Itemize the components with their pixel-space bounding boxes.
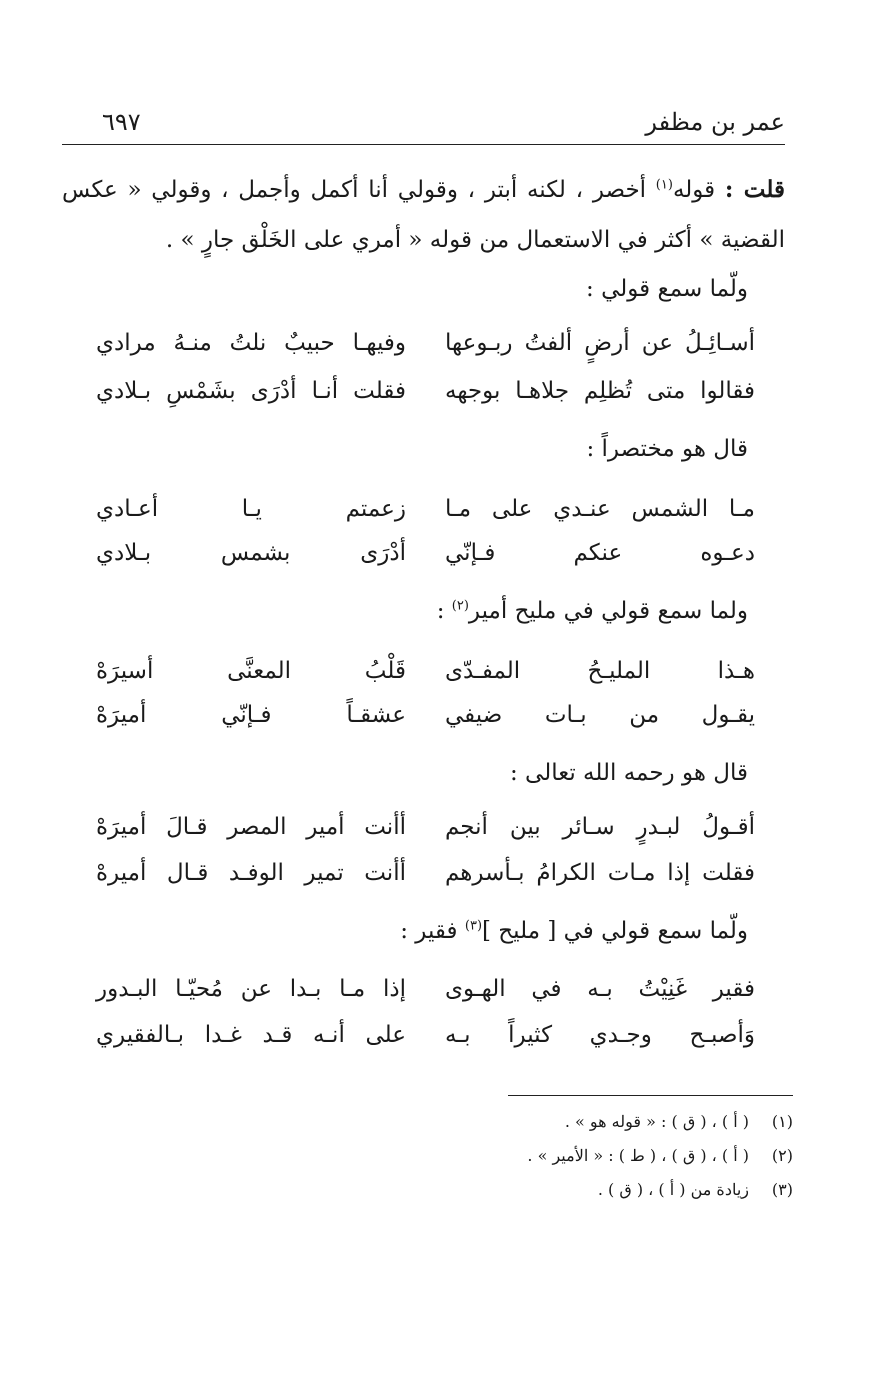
intro-text-after: :: [436, 598, 452, 624]
verse-hemistich-left: أدْرَى بشمس بـلادي: [96, 540, 406, 566]
verse-hemistich-right: فقلت إذا مـات الكرامُ بـأسرهم: [445, 860, 755, 886]
verse-line: [62, 814, 785, 866]
paragraph-text-2: أخصر ، لكنه أبتر ، وقولي أنا أكمل وأجمل ، وقولي « عكس القضية » أكثر في الاستعمال من قوله « أمري على الخَلْق جارٍ » .: [62, 177, 785, 253]
header-rule: [62, 144, 785, 145]
verse-hemistich-right: فقير غَنِيْتُ بـه في الهـوى: [445, 976, 755, 1002]
intro-text: ولما سمع قولي في مليح أمير: [468, 598, 748, 624]
verse-hemistich-left: إذا مـا بـدا عن مُحيّـا البـدور: [96, 976, 406, 1002]
footnote-number: (٣): [771, 1180, 793, 1199]
header-title: عمر بن مظفر: [645, 108, 785, 136]
verse-line: [62, 1022, 785, 1074]
verse-hemistich-right: أقـولُ لبـدرٍ سـائر بين أنجم: [445, 814, 755, 840]
verse-hemistich-right: دعـوه عنكم فـإنّي: [445, 540, 755, 566]
running-header: [62, 108, 785, 144]
verse-line: [62, 702, 785, 754]
footnote-ref-3[interactable]: (٣): [464, 918, 483, 934]
footnote-ref-2[interactable]: (٢): [451, 598, 469, 614]
verse-hemistich-right: وَأصبـح وجـدي كثيراً بـه: [445, 1022, 755, 1048]
verse-line: [62, 976, 785, 1028]
poem-intro-2: قال هو مختصراً :: [586, 436, 748, 462]
poem-intro-5: [400, 918, 748, 944]
footnote: [527, 1146, 793, 1165]
verse-hemistich-right: يقـول من بـات ضيفي: [445, 702, 755, 728]
footnote-rule: [508, 1095, 793, 1096]
footnote-text: ( أ ) ، ( ق ) : « قوله هو » .: [564, 1112, 749, 1131]
paragraph-label: قلت :: [724, 176, 785, 203]
footnote: [598, 1180, 793, 1199]
footnote-number: (١): [771, 1112, 793, 1131]
footnote-text: زيادة من ( أ ) ، ( ق ) .: [597, 1180, 749, 1199]
poem-intro-1: ولّما سمع قولي :: [586, 276, 748, 302]
verse-hemistich-left: فقلت أنـا أدْرَى بشَمْسِ بـلادي: [96, 378, 406, 404]
intro-text-after: فقير :: [400, 918, 465, 944]
verse-hemistich-left: أأنت أمير المصر قـالَ أميرَهْ: [96, 814, 406, 840]
footnote-text: ( أ ) ، ( ق ) ، ( ط ) : « الأمير » .: [527, 1146, 749, 1165]
verse-hemistich-right: أسـائِـلُ عن أرضٍ ألفتُ ربـوعها: [445, 330, 755, 356]
verse-line: [62, 540, 785, 592]
footnote-number: (٢): [771, 1146, 793, 1165]
verse-line: [62, 860, 785, 912]
commentary-paragraph: [62, 165, 785, 265]
verse-hemistich-right: مـا الشمس عنـدي على مـا: [445, 496, 755, 522]
verse-line: [62, 378, 785, 430]
verse-hemistich-right: هـذا المليـحُ المفـدّى: [445, 658, 755, 684]
verse-hemistich-left: على أنـه قـد غـدا بـالفقيري: [96, 1022, 406, 1048]
poem-intro-4: قال هو رحمه الله تعالى :: [509, 760, 748, 786]
verse-hemistich-right: فقالوا متى تُظلِم جلاهـا بوجهه: [445, 378, 755, 404]
poem-intro-3: [437, 598, 748, 624]
verse-hemistich-left: عشقـاً فـإنّي أميرَهْ: [96, 702, 406, 728]
intro-text: ولّما سمع قولي في [ مليح ]: [482, 918, 748, 944]
footnote: [565, 1112, 793, 1131]
paragraph-text-1: قوله: [672, 177, 716, 203]
footnote-ref-1[interactable]: (١): [655, 177, 673, 193]
verse-hemistich-left: وفيهـا حبيبٌ نلتُ منـهُ مرادي: [96, 330, 406, 356]
verse-hemistich-left: أأنت تمير الوفـد قـال أميرهْ: [96, 860, 406, 886]
verse-hemistich-left: زعمتم يـا أعـادي: [96, 496, 406, 522]
page-number: ٦٩٧: [102, 108, 141, 136]
verse-line: [62, 330, 785, 382]
verse-hemistich-left: قَلْبُ المعنَّى أسيرَهْ: [96, 658, 406, 684]
